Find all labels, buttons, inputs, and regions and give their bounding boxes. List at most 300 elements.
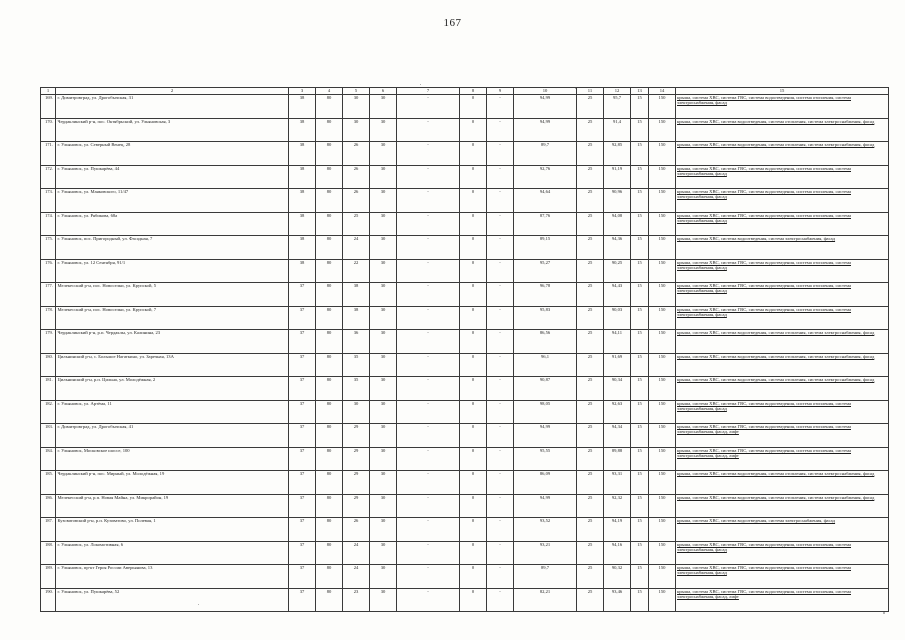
value-cell-4: 80 xyxy=(316,518,343,542)
value-cell-11: 25 xyxy=(577,142,604,166)
address-cell: Цильнинский р-н, р.п. Цильна, ул. Молодёжная, 2 xyxy=(56,377,289,401)
value-cell-14: 150 xyxy=(649,400,676,424)
value-cell-9: - xyxy=(487,330,514,354)
value-cell-7: - xyxy=(397,306,460,330)
value-cell-12: 90,25 xyxy=(604,259,631,283)
value-cell-3: 38 xyxy=(289,95,316,119)
works-list-cell: крыша, система ХВС, система ГВС, система водоотведения, система отопления, система электроснабжения, фасад xyxy=(676,259,889,283)
row-number: 175. xyxy=(41,236,56,260)
column-header-12: 12 xyxy=(604,88,631,95)
value-cell-14: 150 xyxy=(649,306,676,330)
value-cell-13: 15 xyxy=(631,165,649,189)
value-cell-13: 15 xyxy=(631,306,649,330)
value-cell-14: 150 xyxy=(649,330,676,354)
value-cell-3: 37 xyxy=(289,353,316,377)
value-cell-4: 80 xyxy=(316,259,343,283)
value-cell-14: 150 xyxy=(649,189,676,213)
value-cell-7: - xyxy=(397,588,460,612)
value-cell-13: 15 xyxy=(631,541,649,565)
value-cell-8: 0 xyxy=(460,142,487,166)
value-cell-8: 0 xyxy=(460,494,487,518)
value-cell-3: 38 xyxy=(289,142,316,166)
address-cell: г. Ульяновск, Московское шоссе, 100 xyxy=(56,447,289,471)
value-cell-14: 150 xyxy=(649,447,676,471)
value-cell-11: 25 xyxy=(577,377,604,401)
value-cell-10: 87,76 xyxy=(514,212,577,236)
value-cell-4: 80 xyxy=(316,283,343,307)
value-cell-14: 150 xyxy=(649,565,676,589)
value-cell-12: 93,31 xyxy=(604,471,631,495)
value-cell-5: 35 xyxy=(343,377,370,401)
value-cell-4: 80 xyxy=(316,165,343,189)
value-cell-9: - xyxy=(487,447,514,471)
value-cell-5: 38 xyxy=(343,306,370,330)
value-cell-10: 95,27 xyxy=(514,259,577,283)
value-cell-13: 15 xyxy=(631,494,649,518)
value-cell-9: - xyxy=(487,165,514,189)
scan-speck xyxy=(575,88,576,89)
value-cell-6: 30 xyxy=(370,236,397,260)
table-row xyxy=(41,588,889,612)
row-number: 177. xyxy=(41,283,56,307)
value-cell-6: 30 xyxy=(370,424,397,448)
works-list-cell: крыша, система ХВС, система ГВС, система водоотведения, система отопления, система электроснабжения, фасад xyxy=(676,189,889,213)
value-cell-5: 25 xyxy=(343,212,370,236)
works-list-cell: крыша, система ХВС, система водоотведения, система отопления, система электроснабжения, фасад xyxy=(676,471,889,495)
row-number: 182. xyxy=(41,400,56,424)
row-number: 178. xyxy=(41,306,56,330)
works-list-cell: крыша, система ХВС, система водоотведения, система отопления, система электроснабжения, фасад xyxy=(676,118,889,142)
column-header-8: 8 xyxy=(460,88,487,95)
value-cell-6: 30 xyxy=(370,189,397,213)
value-cell-9: - xyxy=(487,283,514,307)
value-cell-7: - xyxy=(397,330,460,354)
value-cell-14: 150 xyxy=(649,494,676,518)
value-cell-11: 25 xyxy=(577,283,604,307)
value-cell-7: - xyxy=(397,424,460,448)
value-cell-13: 15 xyxy=(631,330,649,354)
address-cell: г. Димитровград, ул. Дрогобычская, 41 xyxy=(56,424,289,448)
value-cell-5: 29 xyxy=(343,494,370,518)
column-header-1: 1 xyxy=(41,88,56,95)
value-cell-9: - xyxy=(487,306,514,330)
value-cell-7: - xyxy=(397,212,460,236)
value-cell-10: 94,64 xyxy=(514,189,577,213)
value-cell-4: 80 xyxy=(316,353,343,377)
page-number: 167 xyxy=(443,17,462,29)
value-cell-9: - xyxy=(487,541,514,565)
value-cell-12: 91,4 xyxy=(604,118,631,142)
value-cell-9: - xyxy=(487,236,514,260)
value-cell-8: 0 xyxy=(460,353,487,377)
value-cell-8: 0 xyxy=(460,165,487,189)
value-cell-4: 80 xyxy=(316,377,343,401)
value-cell-5: 26 xyxy=(343,142,370,166)
value-cell-9: - xyxy=(487,424,514,448)
value-cell-5: 24 xyxy=(343,541,370,565)
value-cell-9: - xyxy=(487,377,514,401)
value-cell-13: 15 xyxy=(631,259,649,283)
value-cell-10: 96,78 xyxy=(514,283,577,307)
value-cell-8: 0 xyxy=(460,306,487,330)
value-cell-6: 30 xyxy=(370,400,397,424)
value-cell-4: 80 xyxy=(316,588,343,612)
address-cell: Чердаклинский р-н, пос. Октябрьский, ул. Ульяновская, 3 xyxy=(56,118,289,142)
register-table xyxy=(40,87,889,612)
value-cell-9: - xyxy=(487,212,514,236)
table-row xyxy=(41,95,889,119)
value-cell-7: - xyxy=(397,95,460,119)
value-cell-14: 150 xyxy=(649,424,676,448)
value-cell-14: 150 xyxy=(649,142,676,166)
value-cell-13: 15 xyxy=(631,471,649,495)
value-cell-4: 80 xyxy=(316,236,343,260)
value-cell-7: - xyxy=(397,565,460,589)
column-header-10: 10 xyxy=(514,88,577,95)
value-cell-3: 37 xyxy=(289,424,316,448)
value-cell-13: 15 xyxy=(631,95,649,119)
value-cell-14: 150 xyxy=(649,377,676,401)
table-row xyxy=(41,518,889,542)
value-cell-12: 95,7 xyxy=(604,95,631,119)
value-cell-4: 80 xyxy=(316,565,343,589)
value-cell-3: 38 xyxy=(289,189,316,213)
value-cell-13: 15 xyxy=(631,424,649,448)
value-cell-9: - xyxy=(487,400,514,424)
value-cell-3: 37 xyxy=(289,306,316,330)
column-header-3: 3 xyxy=(289,88,316,95)
address-cell: Мелекесский р-н, пос. Новоселки, ул. Крупской, 5 xyxy=(56,283,289,307)
value-cell-5: 24 xyxy=(343,565,370,589)
value-cell-6: 30 xyxy=(370,541,397,565)
value-cell-4: 80 xyxy=(316,189,343,213)
row-number: 169. xyxy=(41,95,56,119)
value-cell-8: 0 xyxy=(460,212,487,236)
value-cell-13: 15 xyxy=(631,588,649,612)
value-cell-11: 25 xyxy=(577,118,604,142)
value-cell-12: 94,19 xyxy=(604,518,631,542)
value-cell-9: - xyxy=(487,142,514,166)
value-cell-6: 30 xyxy=(370,95,397,119)
value-cell-6: 30 xyxy=(370,142,397,166)
works-list-cell: крыша, система ХВС, система ГВС, система водоотведения, система отопления, система электроснабжения, фасад, лифт xyxy=(676,588,889,612)
value-cell-14: 150 xyxy=(649,165,676,189)
value-cell-4: 80 xyxy=(316,142,343,166)
address-cell: г. Ульяновск, ул. Локомотивная, 6 xyxy=(56,541,289,565)
table-body xyxy=(41,95,889,612)
value-cell-3: 37 xyxy=(289,330,316,354)
value-cell-7: - xyxy=(397,142,460,166)
value-cell-8: 0 xyxy=(460,189,487,213)
value-cell-10: 95,55 xyxy=(514,447,577,471)
column-header-4: 4 xyxy=(316,88,343,95)
address-cell: г. Ульяновск, ул. Северный Венец, 28 xyxy=(56,142,289,166)
value-cell-11: 25 xyxy=(577,353,604,377)
column-header-14: 14 xyxy=(649,88,676,95)
table-row xyxy=(41,236,889,260)
value-cell-5: 26 xyxy=(343,189,370,213)
value-cell-9: - xyxy=(487,565,514,589)
value-cell-10: 94,99 xyxy=(514,95,577,119)
value-cell-5: 35 xyxy=(343,353,370,377)
table-row xyxy=(41,471,889,495)
value-cell-9: - xyxy=(487,259,514,283)
value-cell-9: - xyxy=(487,118,514,142)
address-cell: Кузоватовский р-н, р.п. Кузоватово, ул. Полевая, 1 xyxy=(56,518,289,542)
value-cell-8: 0 xyxy=(460,447,487,471)
value-cell-10: 86,09 xyxy=(514,471,577,495)
value-cell-8: 0 xyxy=(460,424,487,448)
row-number: 170. xyxy=(41,118,56,142)
row-number: 190. xyxy=(41,588,56,612)
value-cell-7: - xyxy=(397,165,460,189)
value-cell-6: 30 xyxy=(370,283,397,307)
column-header-9: 9 xyxy=(487,88,514,95)
value-cell-11: 25 xyxy=(577,259,604,283)
value-cell-13: 15 xyxy=(631,518,649,542)
works-list-cell: крыша, система ХВС, система ГВС, система водоотведения, система отопления, система электроснабжения, фасад xyxy=(676,565,889,589)
value-cell-6: 30 xyxy=(370,588,397,612)
column-header-13: 13 xyxy=(631,88,649,95)
address-cell: г. Димитровград, ул. Дрогобычская, 31 xyxy=(56,95,289,119)
value-cell-13: 15 xyxy=(631,377,649,401)
table-row xyxy=(41,189,889,213)
value-cell-12: 92,32 xyxy=(604,494,631,518)
value-cell-10: 94,99 xyxy=(514,118,577,142)
value-cell-6: 30 xyxy=(370,165,397,189)
value-cell-13: 15 xyxy=(631,236,649,260)
value-cell-6: 30 xyxy=(370,518,397,542)
value-cell-6: 30 xyxy=(370,259,397,283)
value-cell-7: - xyxy=(397,494,460,518)
value-cell-14: 150 xyxy=(649,236,676,260)
value-cell-8: 0 xyxy=(460,259,487,283)
value-cell-7: - xyxy=(397,259,460,283)
value-cell-10: 98,05 xyxy=(514,400,577,424)
value-cell-11: 25 xyxy=(577,212,604,236)
table-row xyxy=(41,306,889,330)
value-cell-6: 30 xyxy=(370,565,397,589)
value-cell-12: 94,34 xyxy=(604,424,631,448)
value-cell-8: 0 xyxy=(460,377,487,401)
row-number: 185. xyxy=(41,471,56,495)
value-cell-8: 0 xyxy=(460,400,487,424)
value-cell-12: 90,96 xyxy=(604,189,631,213)
table-header-row xyxy=(41,88,889,95)
value-cell-11: 25 xyxy=(577,165,604,189)
works-list-cell: крыша, система ХВС, система ГВС, система водоотведения, система отопления, система электроснабжения, фасад xyxy=(676,306,889,330)
address-cell: Чердаклинский р-н, р.п. Чердаклы, ул. Калинина, 23 xyxy=(56,330,289,354)
value-cell-11: 25 xyxy=(577,518,604,542)
table-row xyxy=(41,165,889,189)
value-cell-6: 30 xyxy=(370,377,397,401)
value-cell-9: - xyxy=(487,494,514,518)
value-cell-5: 29 xyxy=(343,471,370,495)
value-cell-11: 25 xyxy=(577,400,604,424)
value-cell-5: 30 xyxy=(343,400,370,424)
value-cell-4: 80 xyxy=(316,212,343,236)
value-cell-10: 82,21 xyxy=(514,588,577,612)
address-cell: г. Ульяновск, пр-кт Героя России Аверьянова, 13 xyxy=(56,565,289,589)
value-cell-5: 22 xyxy=(343,259,370,283)
table-row xyxy=(41,565,889,589)
row-number: 183. xyxy=(41,424,56,448)
value-cell-11: 25 xyxy=(577,424,604,448)
value-cell-13: 15 xyxy=(631,212,649,236)
value-cell-8: 0 xyxy=(460,283,487,307)
scan-speck xyxy=(420,84,421,85)
value-cell-12: 94,11 xyxy=(604,330,631,354)
value-cell-10: 89,15 xyxy=(514,236,577,260)
table-row xyxy=(41,447,889,471)
column-header-7: 7 xyxy=(397,88,460,95)
address-cell: Чердаклинский р-н, пос. Мирный, ул. Молодёжная, 19 xyxy=(56,471,289,495)
table-row xyxy=(41,259,889,283)
value-cell-5: 30 xyxy=(343,118,370,142)
value-cell-6: 30 xyxy=(370,212,397,236)
value-cell-6: 30 xyxy=(370,471,397,495)
value-cell-14: 150 xyxy=(649,518,676,542)
column-header-5: 5 xyxy=(343,88,370,95)
value-cell-5: 26 xyxy=(343,518,370,542)
value-cell-13: 15 xyxy=(631,189,649,213)
value-cell-5: 36 xyxy=(343,330,370,354)
works-list-cell: крыша, система ХВС, система ГВС, система водоотведения, система отопления, система электроснабжения, фасад, лифт xyxy=(676,424,889,448)
value-cell-4: 80 xyxy=(316,118,343,142)
table-row xyxy=(41,353,889,377)
value-cell-3: 38 xyxy=(289,118,316,142)
value-cell-12: 92,63 xyxy=(604,400,631,424)
value-cell-10: 94,99 xyxy=(514,494,577,518)
address-cell: Цильнинский р-н, с. Большое Нагаткино, ул. Заречная, 13А xyxy=(56,353,289,377)
value-cell-13: 15 xyxy=(631,400,649,424)
value-cell-10: 89,7 xyxy=(514,142,577,166)
value-cell-5: 29 xyxy=(343,447,370,471)
value-cell-4: 80 xyxy=(316,306,343,330)
address-cell: г. Ульяновск, пос. Пригородный, ул. Фасадная, 7 xyxy=(56,236,289,260)
table-row xyxy=(41,330,889,354)
value-cell-14: 150 xyxy=(649,259,676,283)
value-cell-11: 25 xyxy=(577,588,604,612)
value-cell-3: 37 xyxy=(289,400,316,424)
value-cell-10: 93,21 xyxy=(514,541,577,565)
value-cell-9: - xyxy=(487,588,514,612)
value-cell-8: 0 xyxy=(460,541,487,565)
works-list-cell: крыша, система ХВС, система водоотведения, система отопления, система электроснабжения, фасад xyxy=(676,353,889,377)
table-row xyxy=(41,118,889,142)
value-cell-6: 30 xyxy=(370,353,397,377)
value-cell-13: 15 xyxy=(631,353,649,377)
value-cell-7: - xyxy=(397,447,460,471)
value-cell-11: 25 xyxy=(577,95,604,119)
row-number: 187. xyxy=(41,518,56,542)
value-cell-12: 94,36 xyxy=(604,236,631,260)
value-cell-12: 94,43 xyxy=(604,283,631,307)
scan-speck xyxy=(198,604,199,605)
value-cell-7: - xyxy=(397,518,460,542)
value-cell-7: - xyxy=(397,471,460,495)
value-cell-14: 150 xyxy=(649,212,676,236)
value-cell-6: 30 xyxy=(370,118,397,142)
value-cell-4: 80 xyxy=(316,330,343,354)
value-cell-6: 30 xyxy=(370,330,397,354)
value-cell-14: 150 xyxy=(649,353,676,377)
value-cell-13: 15 xyxy=(631,142,649,166)
scan-speck xyxy=(883,612,885,614)
value-cell-13: 15 xyxy=(631,565,649,589)
value-cell-3: 38 xyxy=(289,259,316,283)
value-cell-10: 89,7 xyxy=(514,565,577,589)
value-cell-8: 0 xyxy=(460,565,487,589)
column-header-15: 15 xyxy=(676,88,889,95)
row-number: 173. xyxy=(41,189,56,213)
value-cell-6: 30 xyxy=(370,306,397,330)
value-cell-11: 25 xyxy=(577,189,604,213)
value-cell-4: 80 xyxy=(316,471,343,495)
value-cell-3: 37 xyxy=(289,283,316,307)
value-cell-12: 90,32 xyxy=(604,565,631,589)
value-cell-4: 80 xyxy=(316,494,343,518)
value-cell-8: 0 xyxy=(460,471,487,495)
value-cell-11: 25 xyxy=(577,330,604,354)
table-row xyxy=(41,424,889,448)
value-cell-12: 90,03 xyxy=(604,306,631,330)
value-cell-9: - xyxy=(487,353,514,377)
value-cell-11: 25 xyxy=(577,447,604,471)
value-cell-12: 90,34 xyxy=(604,377,631,401)
works-list-cell: крыша, система ХВС, система ГВС, система водоотведения, система отопления, система электроснабжения, фасад xyxy=(676,95,889,119)
value-cell-9: - xyxy=(487,95,514,119)
row-number: 171. xyxy=(41,142,56,166)
works-list-cell: крыша, система ХВС, система водоотведения, система электроснабжения, фасад xyxy=(676,236,889,260)
address-cell: г. Ульяновск, ул. Маяковского, 11/47 xyxy=(56,189,289,213)
value-cell-3: 38 xyxy=(289,236,316,260)
value-cell-10: 86,56 xyxy=(514,330,577,354)
value-cell-14: 150 xyxy=(649,588,676,612)
value-cell-4: 80 xyxy=(316,95,343,119)
value-cell-4: 80 xyxy=(316,541,343,565)
value-cell-11: 25 xyxy=(577,471,604,495)
value-cell-6: 30 xyxy=(370,447,397,471)
value-cell-10: 90,87 xyxy=(514,377,577,401)
address-cell: г. Ульяновск, ул. Пушкарёва, 52 xyxy=(56,588,289,612)
value-cell-14: 150 xyxy=(649,283,676,307)
value-cell-3: 37 xyxy=(289,471,316,495)
value-cell-12: 92,85 xyxy=(604,142,631,166)
value-cell-3: 38 xyxy=(289,165,316,189)
row-number: 186. xyxy=(41,494,56,518)
value-cell-12: 94,16 xyxy=(604,541,631,565)
value-cell-14: 150 xyxy=(649,95,676,119)
value-cell-4: 80 xyxy=(316,424,343,448)
works-list-cell: крыша, система ХВС, система ГВС, система водоотведения, система отопления, система электроснабжения, фасад xyxy=(676,212,889,236)
value-cell-7: - xyxy=(397,541,460,565)
value-cell-7: - xyxy=(397,189,460,213)
value-cell-7: - xyxy=(397,377,460,401)
value-cell-10: 96,1 xyxy=(514,353,577,377)
value-cell-14: 150 xyxy=(649,541,676,565)
value-cell-11: 25 xyxy=(577,306,604,330)
row-number: 184. xyxy=(41,447,56,471)
value-cell-12: 93,46 xyxy=(604,588,631,612)
value-cell-3: 37 xyxy=(289,588,316,612)
row-number: 181. xyxy=(41,377,56,401)
value-cell-12: 94,08 xyxy=(604,212,631,236)
works-list-cell: крыша, система ХВС, система ГВС, система водоотведения, система отопления, система электроснабжения, фасад xyxy=(676,165,889,189)
table-row xyxy=(41,212,889,236)
works-list-cell: крыша, система ХВС, система водоотведения, система электроснабжения, фасад xyxy=(676,518,889,542)
value-cell-12: 91,69 xyxy=(604,353,631,377)
